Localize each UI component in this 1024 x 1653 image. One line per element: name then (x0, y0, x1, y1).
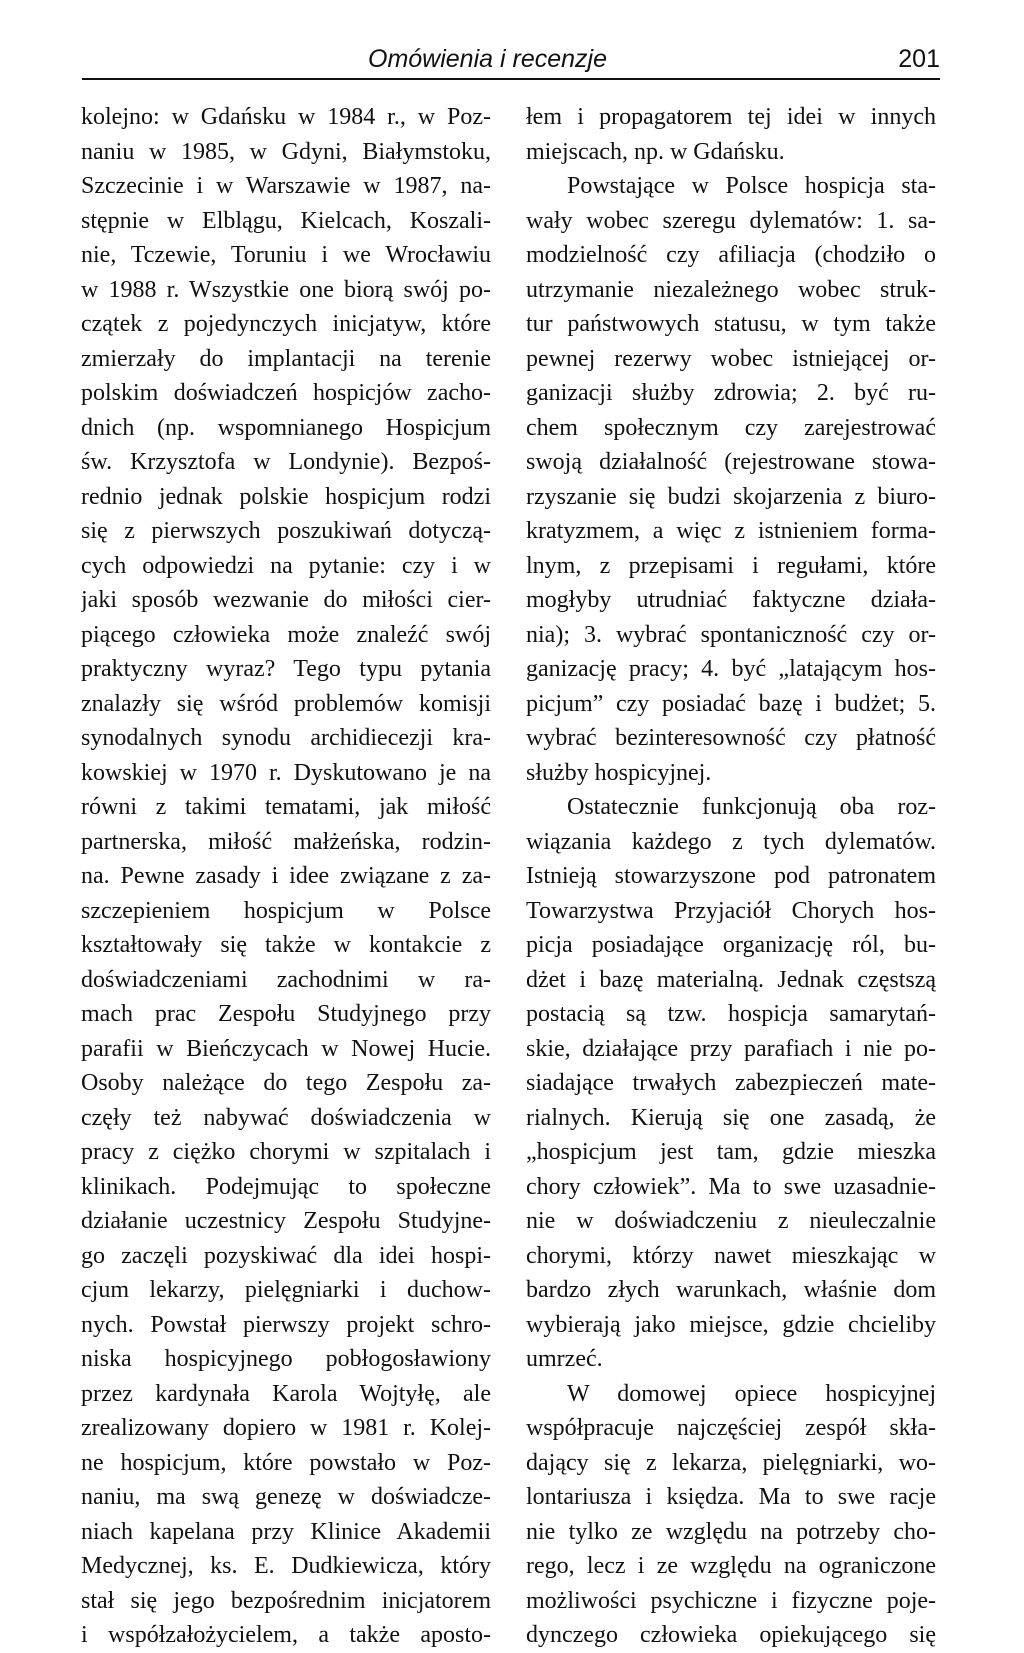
text-line: go zaczęli pozyskiwać dla idei hospi- (81, 1242, 491, 1269)
text-line: partnerska, miłość małżeńska, rodzin- (81, 828, 491, 855)
text-line: nych. Powstał pierwszy projekt schro- (81, 1311, 491, 1338)
text-line: piącego człowieka może znaleźć swój (81, 621, 491, 648)
text-line: nie w doświadczeniu z nieuleczalnie (526, 1208, 936, 1234)
running-head (82, 42, 940, 80)
text-line: umrzeć. (526, 1346, 603, 1372)
text-line: Towarzystwa Przyjaciół Chorych hos- (526, 897, 936, 924)
text-line: klinikach. Podejmując to społeczne (81, 1173, 491, 1200)
text-line: „hospicjum jest tam, gdzie mieszka (526, 1139, 936, 1165)
text-line: lontariusza i księdza. Ma to swe racje (526, 1484, 936, 1510)
text-line: jaki sposób wezwanie do miłości cier- (81, 587, 491, 613)
text-line: współpracuje najczęściej zespół skła- (526, 1415, 936, 1441)
text-line: nia); 3. wybrać spontaniczność czy or- (526, 621, 936, 648)
text-line: parafii w Bieńczycach w Nowej Hucie. (81, 1035, 491, 1062)
text-line: postacią są tzw. hospicja samarytań- (526, 1001, 936, 1027)
text-line: przez kardynała Karola Wojtyłę, ale (81, 1380, 491, 1407)
text-line: stępnie w Elblągu, Kielcach, Koszali- (81, 207, 491, 234)
text-line: doświadczeniami zachodnimi w ra- (81, 966, 491, 993)
text-line: kratyzmem, a więc z istnieniem forma- (526, 518, 936, 544)
text-line: praktyczny wyraz? Tego typu pytania (81, 656, 491, 682)
text-line: swoją działalność (rejestrowane stowa- (526, 449, 936, 475)
text-line: miejscach, np. w Gdańsku. (526, 138, 785, 165)
text-line: łem i propagatorem tej idei w innych (526, 104, 936, 130)
text-line: chorymi, którzy nawet mieszkając w (526, 1242, 936, 1269)
text-line: zrealizowany dopiero w 1981 r. Kolej- (81, 1415, 491, 1441)
text-line: na. Pewne zasady i idee związane z za- (81, 863, 491, 889)
text-line: Istnieją stowarzyszone pod patronatem (526, 863, 936, 889)
text-line: rialnych. Kierują się one zasadą, że (526, 1104, 936, 1131)
text-line: równi z takimi tematami, jak miłość (81, 794, 491, 820)
text-line: pracy z ciężko chorymi w szpitalach i (81, 1139, 491, 1165)
text-line: tur państwowych statusu, w tym także (526, 311, 936, 337)
text-line: Osoby należące do tego Zespołu za- (81, 1070, 491, 1096)
text-line: czątek z pojedynczych inicjatyw, które (81, 311, 491, 337)
text-line: nie, Tczewie, Toruniu i we Wrocławiu (81, 242, 491, 268)
text-line: Powstające w Polsce hospicja sta- (567, 173, 936, 199)
text-line: utrzymanie niezależnego wobec struk- (526, 276, 936, 303)
text-line: wiązania każdego z tych dylematów. (526, 828, 936, 855)
text-line: niach kapelana przy Klinice Akademii (81, 1518, 491, 1545)
text-line: kolejno: w Gdańsku w 1984 r., w Poz- (81, 104, 491, 130)
text-line: cych odpowiedzi na pytanie: czy i w (81, 552, 491, 579)
right-text-column (526, 100, 936, 1653)
text-line: stał się jego bezpośrednim inicjatorem (81, 1587, 491, 1614)
text-line: bardzo złych warunkach, właśnie dom (526, 1277, 936, 1303)
text-line: siadające trwałych zabezpieczeń mate- (526, 1070, 936, 1096)
text-line: Ostatecznie funkcjonują oba roz- (567, 794, 936, 820)
text-line: wybierają jako miejsce, gdzie chcieliby (526, 1311, 936, 1338)
text-line: synodalnych synodu archidiecezji kra- (81, 725, 491, 751)
text-line: niska hospicyjnego pobłogosławiony (81, 1346, 491, 1372)
text-line: W domowej opiece hospicyjnej (567, 1380, 936, 1407)
text-line: kształtowały się także w kontakcie z (81, 932, 491, 958)
text-line: i współzałożycielem, a także aposto- (81, 1622, 491, 1648)
text-line: lnym, z przepisami i regułami, które (526, 552, 936, 579)
text-line: modzielność czy afiliacja (chodziło o (526, 242, 936, 268)
text-line: dnich (np. wspomnianego Hospicjum (81, 414, 491, 441)
text-line: dający się z lekarza, pielęgniarki, wo- (526, 1449, 936, 1476)
text-line: się z pierwszych poszukiwań dotyczą- (81, 518, 491, 544)
text-line: ne hospicjum, które powstało w Poz- (81, 1449, 491, 1476)
text-line: wybrać bezinteresowność czy płatność (526, 725, 936, 751)
text-line: picja posiadające organizację ról, bu- (526, 932, 936, 958)
page-number: 201 (898, 45, 940, 73)
text-line: pewnej rezerwy wobec istniejącej or- (526, 345, 936, 372)
text-line: znalazły się wśród problemów komisji (81, 690, 491, 717)
text-line: ganizacji służby zdrowia; 2. być ru- (526, 380, 936, 406)
text-line: wały wobec szeregu dylematów: 1. sa- (526, 207, 936, 234)
text-line: Szczecinie i w Warszawie w 1987, na- (81, 173, 491, 199)
text-line: częły też nabywać doświadczenia w (81, 1104, 491, 1131)
text-line: zmierzały do implantacji na terenie (81, 345, 491, 372)
text-line: w 1988 r. Wszystkie one biorą swój po- (81, 276, 491, 303)
text-line: działanie uczestnicy Zespołu Studyjne- (81, 1208, 491, 1234)
text-line: chem społecznym czy zarejestrować (526, 414, 936, 441)
text-line: picjum” czy posiadać bazę i budżet; 5. (526, 690, 936, 717)
text-line: naniu w 1985, w Gdyni, Białymstoku, (81, 138, 491, 165)
text-line: mach prac Zespołu Studyjnego przy (81, 1001, 491, 1027)
text-line: kowskiej w 1970 r. Dyskutowano je na (81, 759, 491, 786)
text-line: dynczego człowieka opiekującego się (526, 1622, 936, 1648)
text-line: dżet i bazę materialną. Jednak częstszą (526, 966, 936, 993)
text-line: rednio jednak polskie hospicjum rodzi (81, 483, 491, 510)
running-title: Omówienia i recenzje (368, 45, 607, 73)
text-line: cjum lekarzy, pielęgniarki i duchow- (81, 1277, 491, 1303)
text-line: szczepieniem hospicjum w Polsce (81, 897, 491, 924)
text-line: rzyszanie się budzi skojarzenia z biuro- (526, 483, 936, 510)
text-line: św. Krzysztofa w Londynie). Bezpoś- (81, 449, 491, 475)
text-line: polskim doświadczeń hospicjów zacho- (81, 380, 491, 406)
text-line: ganizację pracy; 4. być „latającym hos- (526, 656, 936, 682)
text-line: służby hospicyjnej. (526, 759, 712, 786)
text-line: mogłyby utrudniać faktyczne działa- (526, 587, 936, 613)
text-line: skie, działające przy parafiach i nie po- (526, 1035, 936, 1062)
text-line: naniu, ma swą genezę w doświadcze- (81, 1484, 491, 1510)
left-text-column (81, 100, 491, 1653)
text-line: rego, lecz i ze względu na ograniczone (526, 1553, 936, 1579)
text-line: chory człowiek”. Ma to swe uzasadnie- (526, 1173, 936, 1200)
text-line: możliwości psychiczne i fizyczne poje- (526, 1587, 936, 1614)
text-line: nie tylko ze względu na potrzeby cho- (526, 1518, 936, 1545)
text-line: Medycznej, ks. E. Dudkiewicza, który (81, 1553, 491, 1579)
